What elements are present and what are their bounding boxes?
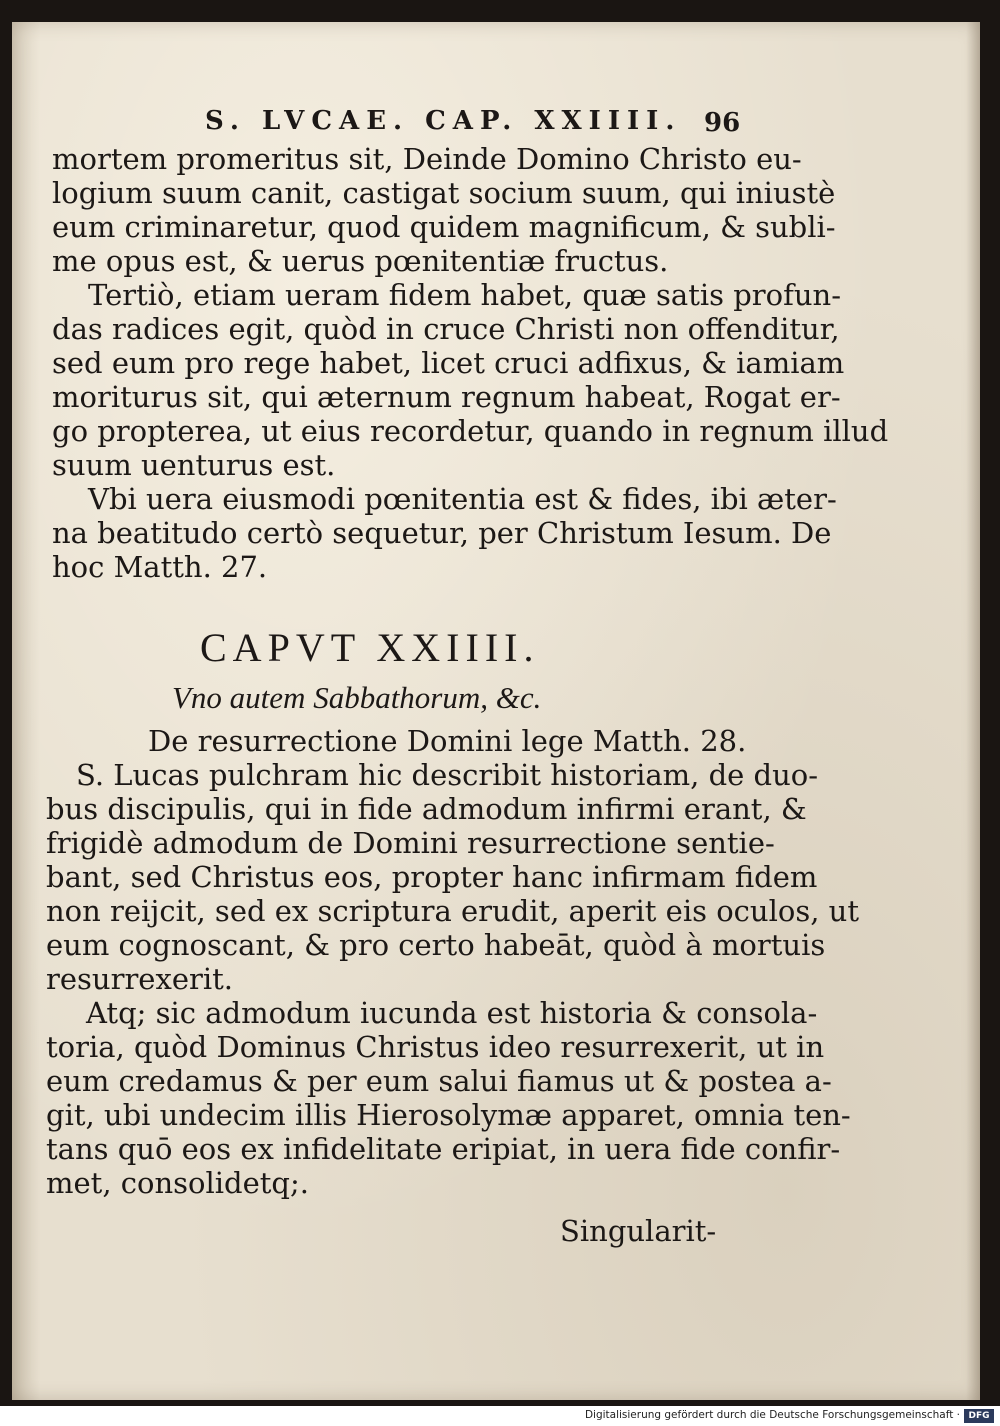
catchword: Singularit- xyxy=(560,1214,717,1248)
text-line: Tertiò, etiam ueram fidem habet, quæ satis profun- xyxy=(88,278,842,312)
funding-credit: Digitalisierung gefördert durch die Deutsche Forschungsgemeinschaft · xyxy=(584,1409,960,1421)
text-line: das radices egit, quòd in cruce Christi non offenditur, xyxy=(52,312,840,346)
text-line: me opus est, & uerus pœnitentiæ fructus. xyxy=(52,244,669,278)
footer-bar xyxy=(0,1406,1000,1426)
text-line: moriturus sit, qui æternum regnum habeat, Rogat er- xyxy=(52,380,841,414)
text-line: non reijcit, sed ex scriptura erudit, aperit eis oculos, ut xyxy=(46,894,859,928)
text-line: git, ubi undecim illis Hierosolymæ apparet, omnia ten- xyxy=(46,1098,851,1132)
page-number: 96 xyxy=(704,108,741,138)
text-line: Atq; sic admodum iucunda est historia & consola- xyxy=(86,996,818,1030)
text-line: mortem promeritus sit, Deinde Domino Christo eu- xyxy=(52,142,802,176)
text-line: hoc Matth. 27. xyxy=(52,550,268,584)
running-head: S. LVCAE. CAP. XXIIII. xyxy=(205,106,682,136)
text-line: Vbi uera eiusmodi pœnitentia est & fides, ibi æter- xyxy=(88,482,837,516)
dfg-logo-icon: DFG xyxy=(964,1409,994,1423)
book-page xyxy=(12,22,980,1400)
text-line: resurrexerit. xyxy=(46,962,233,996)
text-line: eum criminaretur, quod quidem magnificum, & subli- xyxy=(52,210,836,244)
text-line: frigidè admodum de Domini resurrectione sentie- xyxy=(46,826,775,860)
text-line: logium suum canit, castigat socium suum, qui iniustè xyxy=(52,176,836,210)
text-line: sed eum pro rege habet, licet cruci adfixus, & iamiam xyxy=(52,346,845,380)
text-line: go propterea, ut eius recordetur, quando in regnum illud xyxy=(52,414,889,448)
text-line: bant, sed Christus eos, propter hanc infirmam fidem xyxy=(46,860,818,894)
text-line: toria, quòd Dominus Christus ideo resurrexerit, ut in xyxy=(46,1030,825,1064)
text-line: tans quō eos ex infidelitate eripiat, in uera fide confir- xyxy=(46,1132,841,1166)
chapter-title: CAPVT XXIIII. xyxy=(200,625,540,670)
text-line: na beatitudo certò sequetur, per Christum Iesum. De xyxy=(52,516,832,550)
chapter-incipit: Vno autem Sabbathorum, &c. xyxy=(172,680,542,715)
text-line: S. Lucas pulchram hic describit historiam, de duo- xyxy=(76,758,819,792)
text-line: eum credamus & per eum salui fiamus ut & postea a- xyxy=(46,1064,832,1098)
text-line: De resurrectione Domini lege Matth. 28. xyxy=(148,724,747,758)
text-line: bus discipulis, qui in fide admodum infirmi erant, & xyxy=(46,792,807,826)
text-line: met, consolidetq;. xyxy=(46,1166,309,1200)
text-line: eum cognoscant, & pro certo habeāt, quòd à mortuis xyxy=(46,928,826,962)
text-line: suum uenturus est. xyxy=(52,448,336,482)
